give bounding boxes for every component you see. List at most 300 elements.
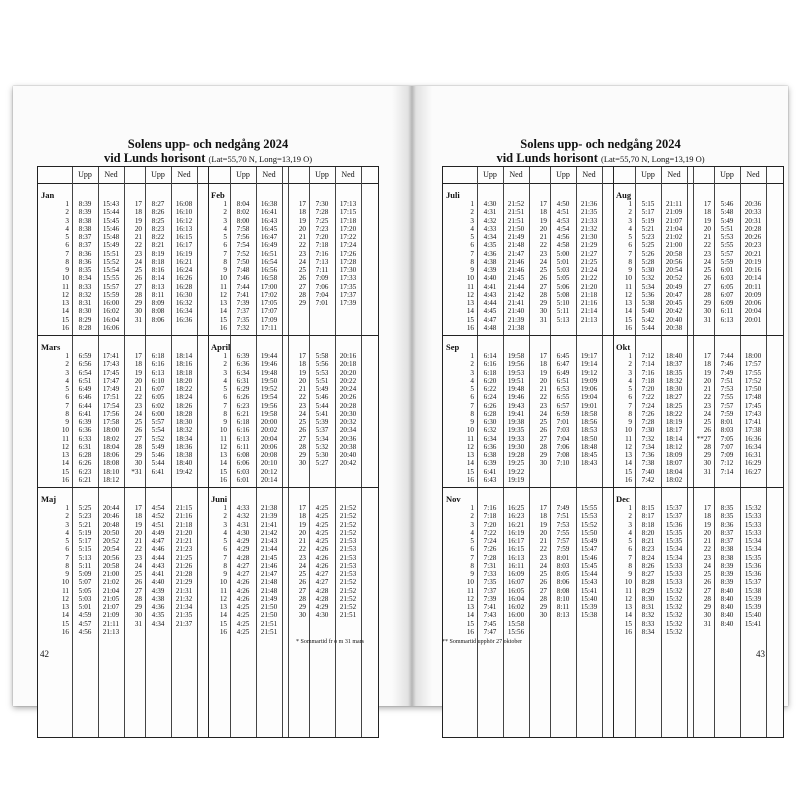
sunset-time: 18:02: [665, 475, 683, 484]
sunrise-time: 8:10: [556, 594, 570, 603]
sunset-time: 21:51: [339, 611, 357, 620]
day-number: 5: [223, 233, 227, 241]
sunrise-time: 8:02: [236, 208, 250, 217]
day-number: 18: [703, 512, 711, 521]
sunset-time: 21:32: [580, 224, 598, 233]
sunset-time: 21:52: [339, 578, 357, 587]
day-number: 29: [539, 299, 547, 307]
day-number: 11: [220, 434, 227, 443]
day-number: 3: [470, 368, 474, 377]
sunset-time: 20:58: [665, 249, 683, 258]
sunrise-time: 6:03: [236, 467, 250, 476]
sunrise-time: 7:13: [315, 257, 329, 266]
sunset-time: 21:52: [339, 504, 357, 512]
sunrise-time: 8:38: [78, 216, 92, 225]
sunset-time: 21:39: [260, 512, 278, 521]
day-number: 14: [624, 307, 632, 316]
sunset-time: 21:15: [175, 504, 193, 512]
sunset-time: 15:49: [580, 537, 598, 545]
sunset-time: 16:00: [507, 611, 525, 620]
day-number: 9: [223, 266, 227, 274]
month-label: Dec: [616, 494, 630, 504]
day-number: 5: [628, 233, 632, 241]
sunset-time: 18:17: [665, 426, 683, 435]
sunrise-time: 6:11: [236, 442, 250, 451]
sunrise-time: 5:37: [315, 426, 329, 435]
day-number: 26: [298, 426, 306, 435]
day-number: 18: [539, 360, 547, 369]
day-number: 16: [219, 323, 227, 332]
sunrise-time: 8:31: [78, 299, 92, 307]
day-number: 25: [134, 570, 142, 578]
day-number: 19: [134, 520, 142, 529]
day-number: 28: [703, 594, 711, 603]
day-number: 20: [298, 528, 306, 537]
day-number: 20: [539, 224, 547, 233]
sunrise-time: 8:20: [641, 528, 655, 537]
day-number: 8: [470, 409, 474, 418]
day-number: 16: [466, 475, 474, 484]
sunrise-time: 5:25: [78, 504, 92, 512]
sunset-time: 17:20: [339, 224, 357, 233]
sunrise-time: 6:13: [720, 315, 734, 324]
sunset-time: 20:36: [339, 434, 357, 443]
sunset-time: 21:34: [175, 603, 193, 611]
sunrise-time: 4:26: [315, 553, 329, 562]
sunrise-time: 7:48: [236, 266, 250, 274]
day-number: 2: [223, 360, 227, 369]
col-header-ned: Ned: [667, 170, 681, 179]
day-number: 27: [539, 434, 547, 443]
day-number: 22: [703, 241, 711, 250]
day-number: 5: [470, 537, 474, 545]
day-number: 28: [539, 442, 547, 451]
sunrise-time: 5:13: [78, 553, 92, 562]
sunrise-time: 7:11: [315, 266, 329, 274]
day-number: 26: [539, 274, 547, 283]
day-column: [288, 200, 306, 307]
month-label: Mars: [41, 342, 61, 352]
sunset-time: 19:48: [507, 385, 525, 393]
day-number: 24: [703, 409, 711, 418]
sunset-time: 16:49: [260, 241, 278, 250]
day-number: 13: [61, 299, 69, 307]
sunset-time: 16:32: [175, 299, 193, 307]
sunrise-time: 5:11: [556, 307, 570, 316]
sunset-time: 21:52: [339, 603, 357, 611]
day-number: 23: [134, 553, 142, 562]
sunset-time: 16:29: [744, 459, 762, 468]
day-number: 21: [298, 385, 306, 393]
sunset-time: 15:40: [580, 594, 598, 603]
day-number: 6: [65, 393, 69, 402]
sunrise-time: 8:18: [641, 520, 655, 529]
sunrise-time: 6:05: [151, 393, 165, 402]
sunset-column: [740, 504, 766, 628]
sunset-time: 21:07: [102, 603, 120, 611]
sunset-time: 15:43: [580, 578, 598, 587]
sunset-time: 18:02: [102, 434, 120, 443]
day-number: 12: [466, 290, 474, 299]
sunrise-time: 7:33: [483, 570, 497, 578]
sunset-time: 16:28: [175, 282, 193, 291]
month-label: Aug: [616, 190, 632, 200]
day-number: 20: [134, 528, 142, 537]
sunrise-time: 5:49: [151, 442, 165, 451]
sunset-time: 20:33: [744, 208, 762, 217]
day-number: 30: [134, 307, 142, 316]
day-number: 17: [298, 504, 306, 512]
day-number: 13: [466, 603, 474, 611]
sunrise-time: 5:57: [151, 418, 165, 426]
sunset-time: 15:34: [665, 545, 683, 554]
sunset-time: 19:38: [507, 418, 525, 426]
sunrise-time: 7:09: [720, 451, 734, 459]
day-number: 23: [703, 401, 711, 410]
day-number: 7: [223, 553, 227, 562]
sunrise-time: 7:52: [236, 249, 250, 258]
sunrise-time: 5:13: [556, 315, 570, 324]
sunset-time: 19:33: [507, 434, 525, 443]
sunset-time: 18:14: [175, 352, 193, 360]
sunrise-time: 8:34: [78, 274, 92, 283]
sunset-time: 18:00: [744, 352, 762, 360]
sunset-time: 16:56: [260, 266, 278, 274]
day-number: 13: [624, 603, 632, 611]
day-number: 2: [223, 512, 227, 521]
sunrise-time: 6:16: [236, 426, 250, 435]
sunset-time: 18:14: [665, 434, 683, 443]
day-number: 5: [223, 537, 227, 545]
sunrise-time: 7:01: [315, 299, 329, 307]
day-number: 12: [219, 290, 227, 299]
sunrise-time: 4:51: [556, 208, 570, 217]
sunset-time: 20:20: [339, 368, 357, 377]
sunrise-time: 4:29: [236, 545, 250, 554]
day-number: 24: [539, 409, 547, 418]
sunrise-time: 7:26: [641, 409, 655, 418]
sunset-time: 15:57: [102, 282, 120, 291]
day-number: 13: [219, 299, 227, 307]
sunrise-time: 7:26: [483, 545, 497, 554]
day-number: 2: [470, 360, 474, 369]
day-number: 8: [65, 257, 69, 266]
sunrise-column: [309, 504, 335, 620]
sunrise-time: 4:36: [483, 249, 497, 258]
sunset-time: 20:24: [339, 385, 357, 393]
sunset-time: 20:42: [665, 307, 683, 316]
sunrise-time: 8:13: [151, 282, 165, 291]
sunset-time: 16:00: [102, 299, 120, 307]
sunrise-time: 6:11: [720, 307, 734, 316]
sunset-time: 16:36: [175, 315, 193, 324]
day-number: 18: [298, 512, 306, 521]
day-column: [693, 200, 711, 324]
sunrise-time: 8:40: [720, 594, 734, 603]
sunset-time: 17:18: [339, 216, 357, 225]
sunset-time: 15:33: [665, 578, 683, 587]
sunrise-time: 6:16: [151, 360, 165, 369]
sunrise-time: 5:23: [641, 233, 655, 241]
day-number: 23: [539, 249, 547, 258]
sunrise-time: 4:44: [151, 553, 165, 562]
sunset-time: 21:29: [580, 241, 598, 250]
day-number: 8: [65, 409, 69, 418]
sunrise-time: 5:44: [315, 401, 329, 410]
day-number: 30: [298, 611, 306, 620]
day-number: 29: [298, 299, 306, 307]
sunset-time: 15:54: [102, 266, 120, 274]
sunset-time: 18:32: [665, 376, 683, 385]
day-number: 22: [298, 241, 306, 250]
title-coords: (Lat=55,70 N, Long=13,19 O): [208, 154, 313, 164]
sunrise-time: 7:24: [641, 401, 655, 410]
sunset-time: 20:18: [339, 360, 357, 369]
month-block: [38, 335, 378, 487]
sunrise-time: 7:20: [315, 233, 329, 241]
sunset-time: 17:13: [339, 200, 357, 208]
sunset-time: 21:42: [507, 290, 525, 299]
sunset-column: [171, 200, 197, 324]
sunrise-time: 8:35: [720, 512, 734, 521]
day-number: 29: [703, 299, 711, 307]
sunrise-time: 5:05: [556, 274, 570, 283]
day-number: 9: [628, 418, 632, 426]
sunset-time: 15:39: [580, 603, 598, 611]
day-number: 21: [539, 233, 547, 241]
sunset-time: 18:19: [665, 418, 683, 426]
day-number: 16: [624, 323, 632, 332]
day-number: 18: [134, 512, 142, 521]
sunset-time: 21:38: [260, 504, 278, 512]
sunset-time: 20:06: [744, 299, 762, 307]
day-number: 1: [65, 352, 69, 360]
sunset-time: 21:52: [339, 594, 357, 603]
sunset-time: 16:09: [507, 570, 525, 578]
sunrise-time: 7:49: [720, 368, 734, 377]
sunrise-time: 5:55: [720, 241, 734, 250]
sunset-time: 16:47: [260, 233, 278, 241]
day-number: 27: [539, 282, 547, 291]
sunrise-time: 7:16: [641, 368, 655, 377]
day-number: 10: [466, 578, 474, 587]
sunset-time: 19:48: [260, 368, 278, 377]
day-number: 14: [61, 459, 69, 468]
sunrise-time: 7:53: [556, 520, 570, 529]
day-number: 10: [219, 578, 227, 587]
day-number: 13: [61, 603, 69, 611]
day-column: [208, 200, 227, 332]
sunrise-time: 8:16: [151, 266, 165, 274]
day-column: [38, 200, 69, 332]
col-header-ned: Ned: [582, 170, 596, 179]
sunset-time: 16:27: [744, 467, 762, 476]
title-line-1: Solens upp- och nedgång 2024: [127, 137, 289, 151]
day-number: 13: [624, 299, 632, 307]
sunset-time: 20:06: [260, 442, 278, 451]
sunrise-time: 5:07: [78, 578, 92, 587]
sunset-time: 15:33: [744, 520, 762, 529]
sunset-time: 18:12: [665, 442, 683, 451]
day-number: 10: [61, 274, 69, 283]
sunrise-time: 6:30: [483, 418, 497, 426]
sunset-time: 18:04: [102, 442, 120, 451]
sunset-time: 15:36: [744, 570, 762, 578]
day-number: 16: [61, 323, 69, 332]
day-number: 14: [624, 611, 632, 620]
sunset-time: 16:23: [507, 512, 525, 521]
sunset-time: 15:33: [665, 561, 683, 570]
sunset-time: 21:33: [580, 216, 598, 225]
sunrise-time: 4:54: [151, 504, 165, 512]
sunset-time: 16:19: [507, 528, 525, 537]
day-number: 25: [298, 418, 306, 426]
sunset-time: 17:52: [744, 376, 762, 385]
sunrise-time: 8:19: [151, 249, 165, 258]
sunrise-time: 5:46: [151, 451, 165, 459]
day-number: 2: [65, 208, 69, 217]
sunset-time: 21:32: [175, 594, 193, 603]
day-number: 10: [219, 274, 227, 283]
sunrise-time: 4:47: [483, 315, 497, 324]
sunset-time: 20:52: [102, 537, 120, 545]
sunset-time: 19:06: [580, 385, 598, 393]
sunset-time: 15:56: [507, 627, 525, 636]
sunrise-column: [72, 504, 98, 636]
day-number: 21: [539, 385, 547, 393]
day-number: 12: [466, 442, 474, 451]
sunset-time: 20:28: [744, 224, 762, 233]
sunrise-time: 7:05: [720, 434, 734, 443]
sunrise-time: 6:45: [556, 352, 570, 360]
day-number: 9: [223, 418, 227, 426]
day-number: 26: [703, 426, 711, 435]
day-number: 3: [65, 368, 69, 377]
sunset-time: 21:25: [580, 257, 598, 266]
sunrise-time: 7:22: [483, 528, 497, 537]
sunrise-time: 6:39: [236, 352, 250, 360]
col-header-upp: Upp: [483, 170, 497, 179]
page-title: [13, 137, 403, 166]
col-header-upp: Upp: [78, 170, 92, 179]
sunset-column: [740, 352, 766, 476]
sunset-time: 17:58: [102, 418, 120, 426]
sunset-time: 19:46: [507, 393, 525, 402]
sunset-time: 18:12: [102, 475, 120, 484]
sunset-time: 20:44: [102, 504, 120, 512]
day-number: 27: [134, 586, 142, 595]
month-label: Maj: [41, 494, 57, 504]
day-number: 29: [539, 451, 547, 459]
sunrise-time: 5:51: [315, 376, 329, 385]
sunrise-time: 4:27: [315, 578, 329, 587]
day-number: 3: [628, 216, 632, 225]
sunset-time: 21:22: [580, 274, 598, 283]
sunset-time: 21:36: [580, 200, 598, 208]
sunset-time: 16:41: [260, 208, 278, 217]
sunset-time: 20:56: [102, 553, 120, 562]
sunrise-time: 8:06: [556, 578, 570, 587]
day-number: 14: [466, 459, 474, 468]
sunrise-time: 7:32: [236, 323, 250, 332]
day-number: *31: [131, 467, 142, 476]
sunrise-time: 7:18: [641, 376, 655, 385]
col-header-ned: Ned: [509, 170, 523, 179]
day-number: 26: [703, 578, 711, 587]
day-number: 2: [223, 208, 227, 217]
sunrise-time: 6:03: [720, 274, 734, 283]
sunrise-time: 4:25: [315, 520, 329, 529]
sunset-time: 21:04: [102, 586, 120, 595]
sunrise-time: 7:41: [236, 290, 250, 299]
day-number: 19: [298, 368, 306, 377]
sunrise-time: 4:26: [236, 594, 250, 603]
sunrise-time: 7:20: [483, 520, 497, 529]
sunset-time: 21:52: [339, 512, 357, 521]
sunrise-time: 7:28: [315, 208, 329, 217]
sunrise-time: 5:30: [641, 266, 655, 274]
sunrise-time: 8:33: [78, 282, 92, 291]
sunrise-time: 4:36: [151, 603, 165, 611]
sunset-time: 18:08: [102, 459, 120, 468]
sunset-time: 19:41: [507, 409, 525, 418]
sunset-time: 16:34: [175, 307, 193, 316]
day-number: 12: [61, 290, 69, 299]
day-number: 7: [223, 401, 227, 410]
sunset-time: 15:51: [102, 249, 120, 258]
day-column: [208, 504, 227, 636]
sunrise-column: [72, 352, 98, 484]
sunrise-time: 8:33: [641, 619, 655, 628]
sunset-time: 21:50: [260, 603, 278, 611]
sunset-time: 17:49: [102, 385, 120, 393]
day-number: 2: [470, 208, 474, 217]
sunrise-time: 6:33: [78, 434, 92, 443]
sunset-time: 18:36: [175, 442, 193, 451]
sunset-time: 15:41: [580, 586, 598, 595]
sunset-time: 21:16: [580, 299, 598, 307]
day-number: 20: [703, 224, 711, 233]
day-number: 5: [223, 385, 227, 393]
sunset-time: 20:12: [260, 467, 278, 476]
sunrise-time: 4:43: [151, 561, 165, 570]
day-column: [288, 352, 306, 468]
sunrise-time: 4:56: [78, 627, 92, 636]
day-column: [693, 352, 711, 476]
sunset-time: 19:46: [260, 360, 278, 369]
sunrise-time: 7:14: [641, 360, 655, 369]
col-header-ned: Ned: [104, 170, 118, 179]
month-block: [443, 183, 783, 335]
sunset-time: 16:58: [260, 274, 278, 283]
sunrise-time: 6:01: [236, 475, 250, 484]
day-column: [693, 504, 711, 628]
sunrise-time: 8:27: [151, 200, 165, 208]
sunrise-time: 7:35: [236, 315, 250, 324]
day-number: 22: [134, 545, 142, 554]
sunrise-time: 7:04: [556, 434, 570, 443]
sunrise-time: 5:25: [641, 241, 655, 250]
sunset-column: [98, 200, 124, 332]
sunrise-time: 5:58: [315, 352, 329, 360]
sunrise-time: 6:49: [78, 385, 92, 393]
day-number: 1: [65, 200, 69, 208]
sunset-time: 21:38: [507, 323, 525, 332]
sunrise-time: 4:26: [315, 561, 329, 570]
sunrise-time: 4:25: [315, 504, 329, 512]
sunrise-time: 7:04: [315, 290, 329, 299]
sunset-time: 20:46: [102, 512, 120, 521]
